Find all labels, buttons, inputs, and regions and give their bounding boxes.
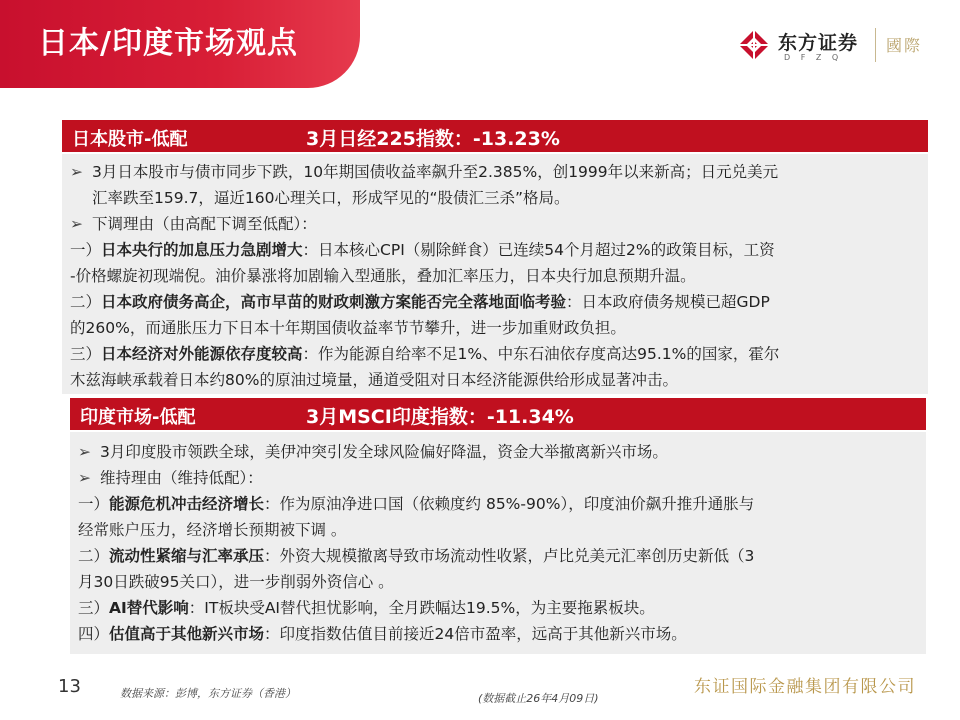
japan-reason-3-cont: 木兹海峡承载着日本约80%的原油过境量，通道受阻对日本经济能源供给形成显著冲击。	[70, 371, 678, 389]
india-reason-1: 一）能源危机冲击经济增长：作为原油净进口国（依赖度约 85%-90%），印度油价飙升推升通胀与	[78, 495, 755, 513]
data-as-of: (数据截止26年4月09日)	[478, 692, 599, 705]
india-reason-1-cont: 经常账户压力，经济增长预期被下调 。	[78, 521, 347, 539]
india-reason-2-cont: 月30日跌破95关口），进一步削弱外资信心 。	[78, 573, 394, 591]
japan-reason-1-cont: -价格螺旋初现端倪。油价暴涨将加剧输入型通胀，叠加汇率压力，日本央行加息预期升温。	[70, 267, 696, 285]
india-bullet-1: ➢ 3月印度股市领跌全球，美伊冲突引发全球风险偏好降温，资金大举撤离新兴市场。	[78, 443, 668, 461]
arrow-bullet-icon: ➢	[78, 469, 91, 487]
data-source: 数据来源：彭博，东方证券（香港）	[120, 687, 296, 700]
india-section-header	[70, 398, 926, 430]
page-title: 日本/印度市场观点	[38, 26, 298, 61]
logo-name-en: D F Z Q	[784, 53, 843, 62]
arrow-bullet-icon: ➢	[70, 215, 83, 233]
japan-reason-2: 二）日本政府债务高企，高市早苗的财政刺激方案能否完全落地面临考验：日本政府债务规模已超GDP	[70, 293, 770, 311]
arrow-bullet-icon: ➢	[70, 163, 83, 181]
japan-reason-1: 一）日本央行的加息压力急剧增大：日本核心CPI（剔除鲜食）已连续54个月超过2%的政策目标，工资	[70, 241, 775, 259]
page-number: 13	[58, 676, 81, 697]
japan-bullet-1: ➢ 3月日本股市与债市同步下跌，10年期国债收益率飙升至2.385%，创1999年以来新高；日元兑美元	[70, 163, 779, 181]
arrow-bullet-icon: ➢	[78, 443, 91, 461]
india-section-title: 印度市场-低配	[80, 407, 196, 428]
dfzq-logo-icon	[738, 29, 770, 61]
india-reason-4: 四）估值高于其他新兴市场：印度指数估值目前接近24倍市盈率，远高于其他新兴市场。	[78, 625, 687, 643]
japan-reason-2-cont: 的260%，而通胀压力下日本十年期国债收益率节节攀升，进一步加重财政负担。	[70, 319, 626, 337]
group-name: 东证国际金融集团有限公司	[694, 677, 916, 697]
logo-division: 國際	[886, 36, 923, 55]
company-logo	[738, 22, 938, 72]
india-bullet-2: ➢ 维持理由（维持低配）：	[78, 469, 263, 487]
japan-bullet-1-cont: 汇率跌至159.7，逼近160心理关口，形成罕见的“股债汇三杀”格局。	[92, 189, 570, 207]
title-banner	[0, 0, 360, 88]
india-index-return: 3月MSCI印度指数：-11.34%	[306, 406, 574, 428]
logo-divider	[875, 28, 876, 62]
india-reason-2: 二）流动性紧缩与汇率承压：外资大规模撤离导致市场流动性收紧，卢比兑美元汇率创历史新低（3	[78, 547, 755, 565]
india-reason-3: 三）AI替代影响：IT板块受AI替代担忧影响，全月跌幅达19.5%，为主要拖累板块。	[78, 599, 655, 617]
india-panel	[70, 432, 926, 654]
japan-section-header	[62, 120, 928, 152]
japan-panel	[62, 154, 928, 394]
japan-bullet-2: ➢ 下调理由（由高配下调至低配）：	[70, 215, 317, 233]
logo-name-cn: 东方证券	[778, 32, 859, 54]
japan-reason-3: 三）日本经济对外能源依存度较高：作为能源自给率不足1%、中东石油依存度高达95.1%的国家，霍尔	[70, 345, 780, 363]
japan-section-title: 日本股市-低配	[72, 129, 188, 150]
japan-index-return: 3月日经225指数：-13.23%	[306, 128, 560, 150]
